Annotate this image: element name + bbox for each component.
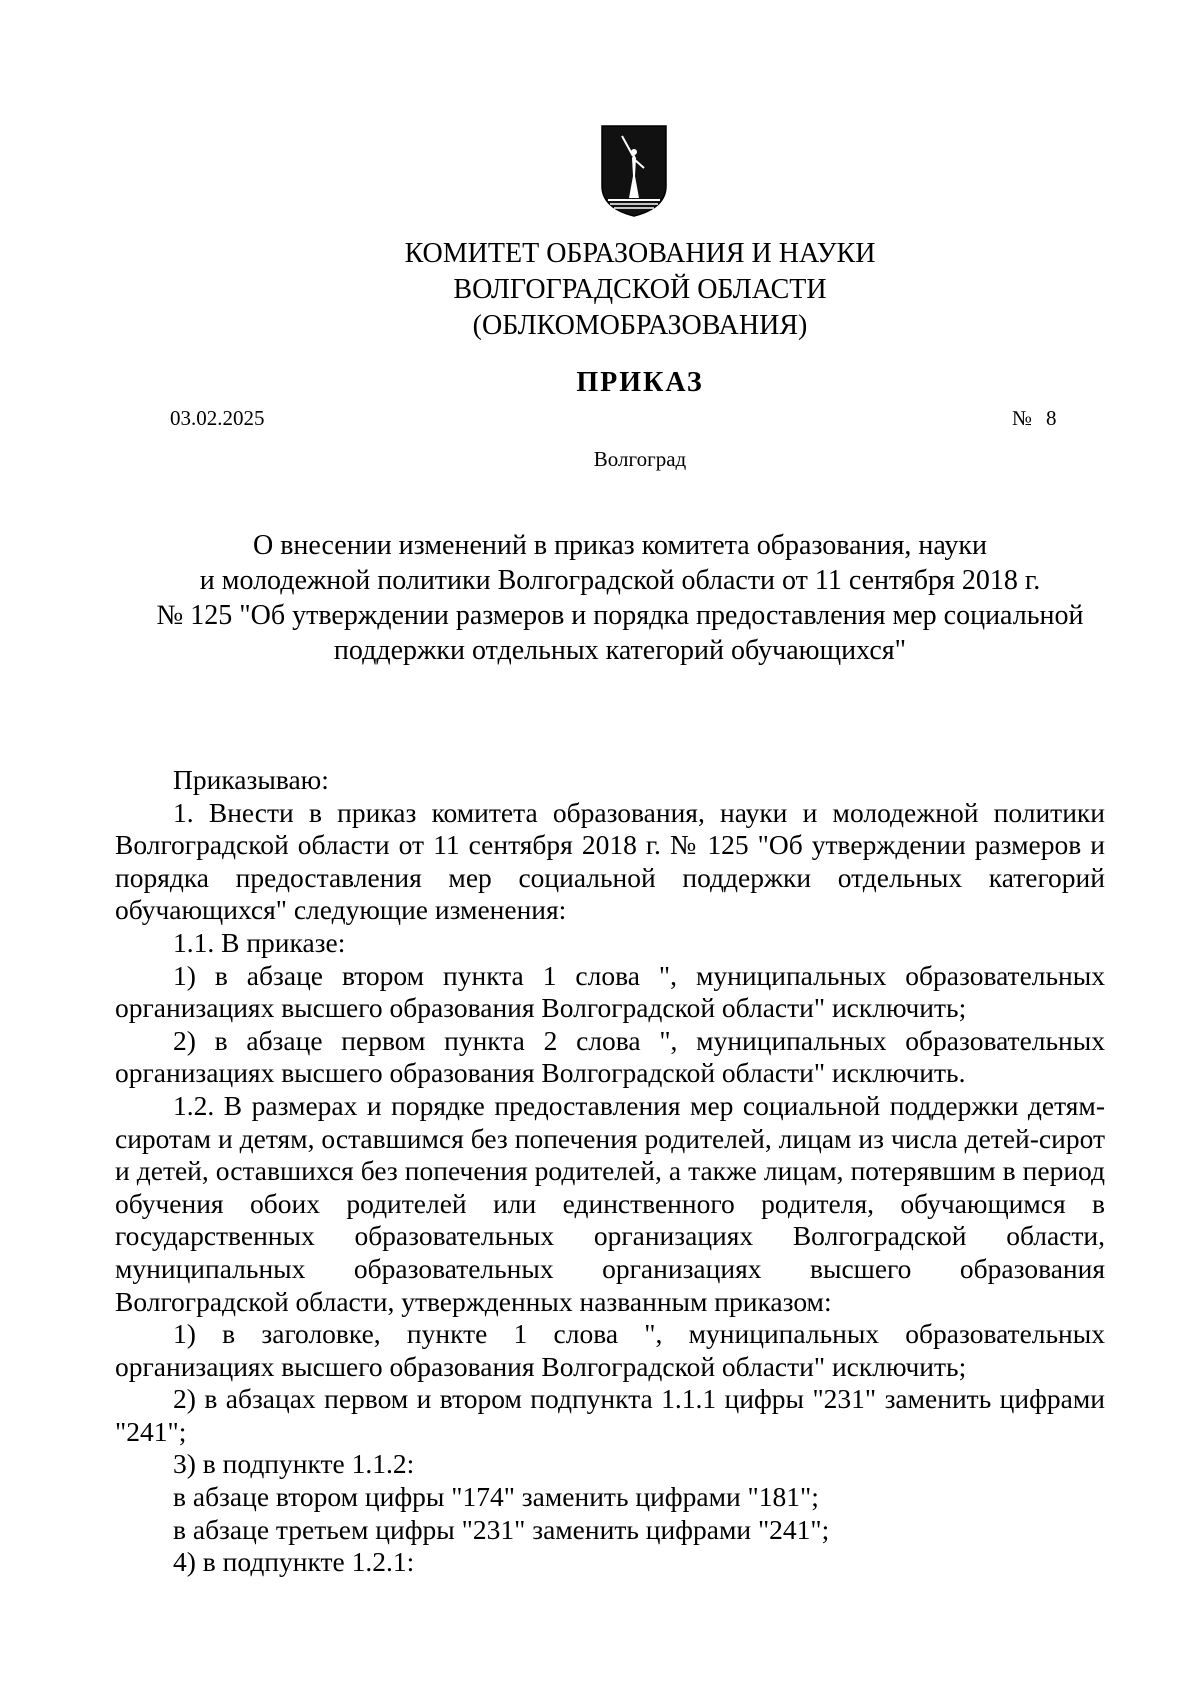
paragraph: 1.1. В приказе: (173, 926, 346, 958)
paragraph: в абзаце втором цифры "174" заменить цифрами "181"; (173, 1481, 819, 1513)
paragraph: Приказываю: (173, 764, 329, 795)
paragraph: 2) в абзаце первом пункта 2 слова ", муниципальных образовательных организациях высшего образования Волгоградской области" исключить. (115, 1024, 1105, 1089)
order-number (1012, 404, 1057, 432)
order-body (115, 764, 1105, 1579)
org-line-2: ВОЛГОГРАДСКОЙ ОБЛАСТИ (453, 274, 827, 305)
org-line-3: (ОБЛКОМОБРАЗОВАНИЯ) (472, 310, 808, 341)
subject-line-3: № 125 "Об утверждении размеров и порядка предоставления мер социальной (156, 600, 1084, 631)
paragraph: в абзаце третьем цифры "231" заменить цифрами "241"; (173, 1513, 830, 1545)
paragraph: 1) в заголовке, пункте 1 слова ", муниципальных образовательных организациях высшего образования Волгоградской области" исключить; (115, 1318, 1105, 1382)
paragraph: 1. Внести в приказ комитета образования, науки и молодежной политики Волгоградской области от 11 сентября 2018 г. № 125 "Об утверждении размеров и порядка предоставления мер социальной поддержки отдельных категорий обучающихся" следующие изменения: (115, 796, 1105, 926)
organization-name (300, 236, 980, 344)
document-type: ПРИКАЗ (576, 367, 704, 398)
subject-line-1: О внесении изменений в приказ комитета образования, науки (252, 530, 987, 561)
order-date: 03.02.2025 (170, 406, 265, 430)
volgograd-crest-icon (600, 124, 668, 218)
paragraph: 1.2. В размерах и порядке предоставления мер социальной поддержки детям-сиротам и детям, оставшимся без попечения родителей, лицам из числа детей-сирот и детей, оставшихся без попечения родителей, а также лицам, потерявшим в период обучения обоих родителей или единственного родителя, обучающимся в государственных образовательных организациях Волгоградской области, муниципальных образовательных организациях высшего образования Волгоградской области, утвержденных названным приказом: (115, 1089, 1105, 1317)
city: Волгоград (593, 447, 687, 471)
subject-line-2: и молодежной политики Волгоградской области от 11 сентября 2018 г. (199, 565, 1041, 596)
org-line-1: КОМИТЕТ ОБРАЗОВАНИЯ И НАУКИ (404, 238, 876, 269)
paragraph: 3) в подпункте 1.1.2: (173, 1448, 415, 1480)
number-sign: № (1012, 406, 1033, 430)
order-subject (120, 528, 1120, 668)
paragraph: 4) в подпункте 1.2.1: (173, 1546, 415, 1578)
paragraph: 1) в абзаце втором пункта 1 слова ", муниципальных образовательных организациях высшего образования Волгоградской области" исключить; (115, 959, 1105, 1024)
paragraph: 2) в абзацах первом и втором подпункта 1.1.1 цифры "231" заменить цифрами "241"; (115, 1383, 1105, 1447)
subject-line-4: поддержки отдельных категорий обучающихся" (333, 635, 907, 666)
number-value: 8 (1046, 406, 1057, 430)
